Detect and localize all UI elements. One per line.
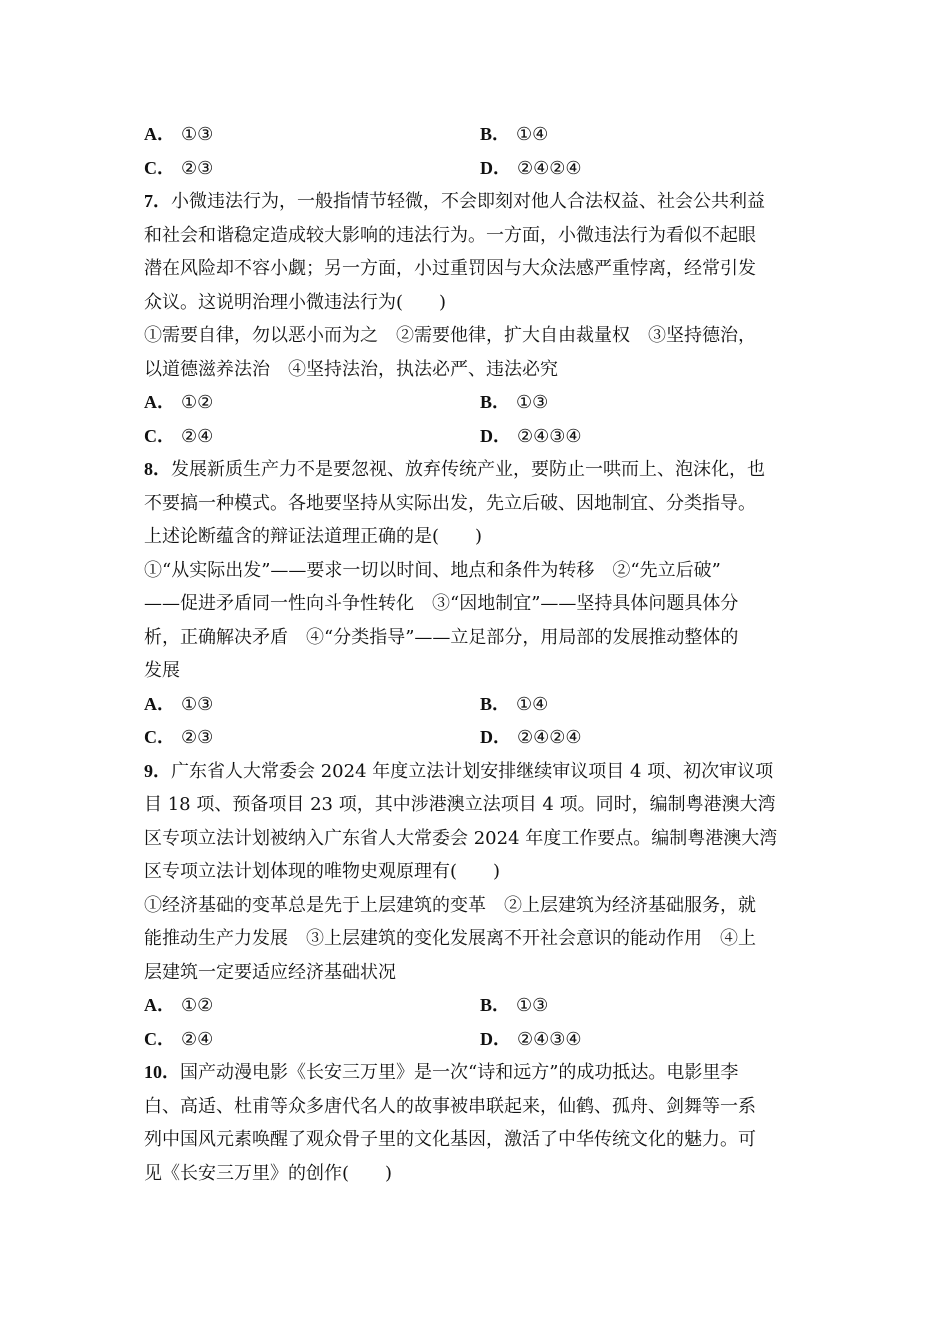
- question-stem-line: [144, 453, 812, 487]
- option-letter: C．: [144, 157, 175, 178]
- question-stem-line: 不要搞一种模式。各地要坚持从实际出发，先立后破、因地制宜、分类指导。: [144, 492, 756, 514]
- option-letter: D．: [480, 157, 511, 178]
- statement-line: ①“从实际出发”——要求一切以时间、地点和条件为转移 ②“先立后破”: [144, 559, 721, 581]
- option-text: ②④③④: [517, 1028, 582, 1050]
- option-letter: D．: [480, 1028, 511, 1049]
- question-number: 7．: [144, 191, 171, 211]
- question-7: [144, 185, 812, 453]
- option-letter: D．: [480, 425, 511, 446]
- option-text: ①③: [516, 995, 549, 1016]
- option-a[interactable]: [144, 688, 480, 722]
- question-stem-line: 目 18 项、预备项目 23 项，其中涉港澳立法项目 4 项。同时，编制粤港澳大湾: [144, 794, 776, 815]
- option-c[interactable]: [144, 152, 480, 186]
- option-letter: A．: [144, 693, 175, 714]
- option-b[interactable]: [480, 688, 548, 722]
- statement-line: 析，正确解决矛盾 ④“分类指导”——立足部分，用局部的发展推动整体的: [144, 626, 739, 648]
- option-text: ①②: [181, 995, 214, 1016]
- option-letter: C．: [144, 1028, 175, 1049]
- option-letter: B．: [480, 124, 511, 144]
- option-b[interactable]: [480, 386, 548, 420]
- option-letter: C．: [144, 425, 175, 446]
- option-letter: A．: [144, 995, 175, 1015]
- statement-line: ①需要自律，勿以恶小而为之 ②需要他律，扩大自由裁量权 ③坚持德治，: [144, 325, 756, 346]
- options-row: [144, 1023, 812, 1057]
- question-stem-line: 区专项立法计划体现的唯物史观原理有( ): [144, 861, 501, 882]
- option-text: ②④②④: [517, 727, 582, 748]
- option-d[interactable]: [480, 721, 582, 755]
- question-8: [144, 453, 812, 755]
- option-a[interactable]: [144, 386, 480, 420]
- stem-text: 小微违法行为，一般指情节轻微，不会即刻对他人合法权益、社会公共利益: [171, 191, 765, 212]
- question-stem-line: 区专项立法计划被纳入广东省人大常委会 2024 年度工作要点。编制粤港澳大湾: [144, 827, 778, 849]
- statement-line: 发展: [144, 660, 180, 681]
- option-text: ①③: [181, 693, 214, 715]
- statement-line: 能推动生产力发展 ③上层建筑的变化发展离不开社会意识的能动作用 ④上: [144, 928, 756, 949]
- question-9: [144, 755, 812, 1057]
- statement-line: 层建筑一定要适应经济基础状况: [144, 961, 396, 983]
- question-stem-line: [144, 185, 812, 219]
- question-stem-line: 潜在风险却不容小觑；另一方面，小过重罚因与大众法感严重悖离，经常引发: [144, 258, 756, 279]
- option-letter: B．: [480, 392, 511, 412]
- stem-text: 发展新质生产力不是要忽视、放弃传统产业，要防止一哄而上、泡沫化，也: [171, 459, 765, 480]
- option-letter: A．: [144, 392, 175, 412]
- option-a[interactable]: [144, 989, 480, 1023]
- statement-line: 以道德滋养法治 ④坚持法治，执法必严、违法必究: [144, 358, 558, 380]
- option-letter: D．: [480, 727, 511, 747]
- option-text: ①③: [516, 392, 549, 413]
- question-stem-line: 白、高适、杜甫等众多唐代名人的故事被串联起来，仙鹤、孤舟、剑舞等一系: [144, 1095, 756, 1117]
- question-stem-line: [144, 1056, 812, 1090]
- question-stem-line: 和社会和谐稳定造成较大影响的违法行为。一方面，小微违法行为看似不起眼: [144, 224, 756, 246]
- option-letter: C．: [144, 727, 175, 747]
- option-b[interactable]: [480, 118, 548, 152]
- exam-page: [144, 118, 812, 1190]
- option-text: ①④: [516, 124, 549, 145]
- option-d[interactable]: [480, 420, 582, 454]
- stem-text: 国产动漫电影《长安三万里》是一次“诗和远方”的成功抵达。电影里李: [180, 1062, 739, 1083]
- option-c[interactable]: [144, 1023, 480, 1057]
- question-stem-line: 列中国风元素唤醒了观众骨子里的文化基因，激活了中华传统文化的魅力。可: [144, 1129, 756, 1150]
- question-10: [144, 1056, 812, 1190]
- statement-line: ①经济基础的变革总是先于上层建筑的变革 ②上层建筑为经济基础服务，就: [144, 894, 756, 916]
- question-6-options: [144, 118, 812, 185]
- option-d[interactable]: [480, 1023, 582, 1057]
- option-c[interactable]: [144, 721, 480, 755]
- option-text: ②③: [181, 727, 214, 748]
- question-number: 10．: [144, 1062, 180, 1082]
- option-text: ①②: [181, 392, 214, 413]
- options-row: [144, 688, 812, 722]
- option-text: ①④: [516, 693, 549, 715]
- stem-text: 广东省人大常委会 2024 年度立法计划安排继续审议项目 4 项、初次审议项: [171, 760, 774, 782]
- option-letter: B．: [480, 995, 511, 1015]
- statement-line: ——促进矛盾同一性向斗争性转化 ③“因地制宜”——坚持具体问题具体分: [144, 593, 739, 614]
- question-stem-line: [144, 755, 812, 789]
- option-a[interactable]: [144, 118, 480, 152]
- question-stem-line: 见《长安三万里》的创作( ): [144, 1162, 393, 1184]
- option-text: ②④③④: [517, 425, 582, 447]
- option-text: ②③: [181, 157, 214, 179]
- option-text: ②④: [181, 425, 214, 447]
- option-letter: B．: [480, 693, 511, 714]
- option-text: ②④: [181, 1028, 214, 1050]
- options-row: [144, 152, 812, 186]
- question-stem-line: 众议。这说明治理小微违法行为( ): [144, 291, 447, 313]
- question-stem-line: 上述论断蕴含的辩证法道理正确的是( ): [144, 526, 483, 547]
- option-text: ②④②④: [517, 157, 582, 179]
- options-row: [144, 989, 812, 1023]
- options-row: [144, 420, 812, 454]
- option-b[interactable]: [480, 989, 548, 1023]
- option-d[interactable]: [480, 152, 582, 186]
- option-c[interactable]: [144, 420, 480, 454]
- question-number: 9．: [144, 760, 171, 781]
- options-row: [144, 721, 812, 755]
- option-letter: A．: [144, 124, 175, 144]
- option-text: ①③: [181, 124, 214, 145]
- options-row: [144, 386, 812, 420]
- options-row: [144, 118, 812, 152]
- question-number: 8．: [144, 459, 171, 479]
